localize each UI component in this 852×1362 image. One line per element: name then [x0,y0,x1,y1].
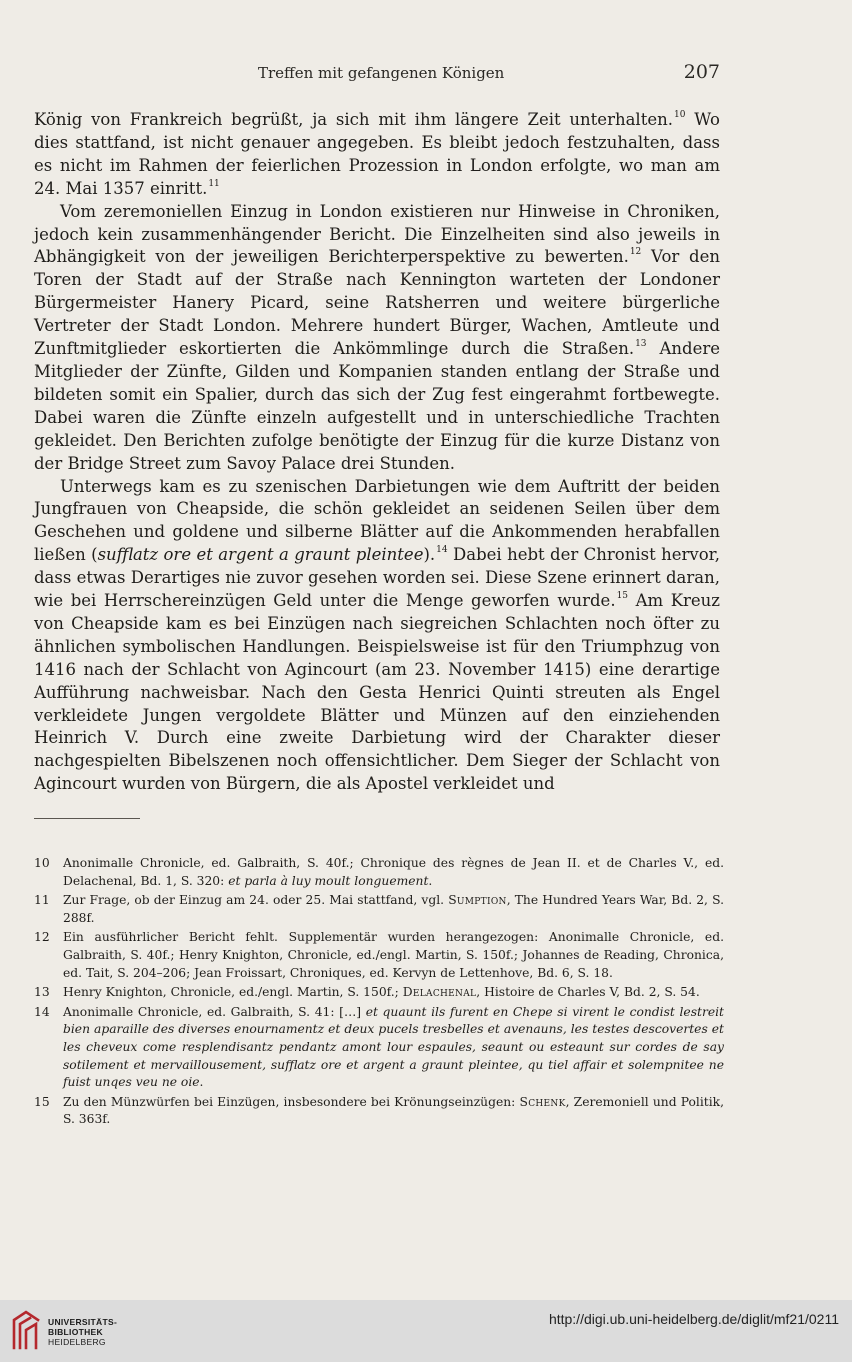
footnote-ref-14[interactable]: 14 [436,545,448,556]
footnote-ref-15[interactable]: 15 [616,591,629,602]
text-run: Wo dies stattfand, ist nicht genauer angegeben. Es bleibt jedoch festzuhalten, dass es nicht im Rahmen der feierlichen Prozession in London erfolgte, wo man am 24. Mai 1357 einritt. [34,110,720,198]
text-run: ). [423,545,436,565]
paragraph-2 [34,201,720,476]
text-run: Vor den Toren der Stadt auf der Straße nach Kennington warteten der Londoner Bürgermeister Hanery Picard, seine Ratsherren und weitere bürgerliche Vertreter der Stadt London. Mehrere hundert Bürger, Wachen, Amtleute und Zunftmitglieder eskortierten die Ankömmlinge durch die Straßen. [34,247,721,359]
text-run: Andere Mitglieder der Zünfte, Gilden und Kompanien standen entlang der Straße und bildeten somit ein Spalier, durch das sich der Zug fest eingerahmt fortbewegte. Dabei waren die Zünfte einzeln aufgestellt und in unterschiedliche Trachten gekleidet. Den Berichten zufolge benötigte der Einzug für die kurze Distanz von der Bridge Street zum Savoy Palace drei Stunden. [34,339,720,473]
footnote-ref-10[interactable]: 10 [673,110,686,120]
footnote-ref-13[interactable]: 13 [635,339,647,350]
footnote-number: 11 [34,893,50,908]
italic-quote: sufflatz ore et argent a graunt pleintee [97,545,424,565]
author-name: Schenk [519,1094,566,1109]
footnote-10 [34,855,724,890]
text-run: Anonimalle Chronicle, ed. Galbraith, S. 40f.; Chronique des règnes de Jean II. et de Charles V., ed. Delachenal, Bd. 1, S. 320: [63,856,724,888]
text-run: Henry Knighton, Chronicle, ed./engl. Martin, S. 150f.; [63,985,403,1000]
text-run: , Zeremoniell und Politik, S. 363f. [63,1094,724,1127]
footnote-13 [34,984,724,1002]
logo-line: HEIDELBERG [48,1337,106,1347]
page-number: 207 [683,61,720,83]
footnote-number: 14 [34,1004,50,1019]
text-run: Anonimalle Chronicle, ed. Galbraith, S. 41: […] [63,1004,366,1019]
footnote-number: 15 [34,1094,50,1109]
author-name: Sumption [448,893,507,908]
footnote-number: 10 [34,856,50,870]
footnote-text [63,892,724,927]
footnote-separator [34,818,140,819]
running-title: Treffen mit gefangenen Königen [258,64,505,82]
text-run: Zu den Münzwürfen bei Einzügen, insbesondere bei Krönungseinzügen: [63,1094,520,1109]
footnote-15 [34,1094,724,1129]
text-run: . [428,873,433,888]
footnote-number: 13 [34,985,50,1000]
text-run: Unterwegs kam es zu szenischen Darbietungen wie dem Auftritt der beiden Jungfrauen von Cheapside, die schön gekleidet an seidenen Seilen über dem Geschehen und goldene und silberne Blätter auf die Ankommenden herabfallen ließen ( [34,476,720,565]
footnote-14 [34,1004,724,1092]
text-run: Zur Frage, ob der Einzug am 24. oder 25. Mai stattfand, vgl. [63,893,449,908]
text-run: , The Hundred Years War, Bd. 2, S. 288f. [63,893,724,925]
running-head [0,61,852,86]
footnote-11 [34,892,724,927]
italic-quote: et quaunt ils furent en Chepe si virent le condist lestreit bien aparaille des diverses enournamentz et deux pucels tresbelles et avenauns, les testes descovertes et les cheveux come resplendisantz pendantz amont lour espaules, seaunt ou esteaunt sur cordes de say sotilement et mervaillousement, sufflatz ore et argent a graunt pleintee, qu tiel affair et solempnitee ne fuist unqes veu ne oie [63,1004,724,1090]
logo-line: BIBLIOTHEK [48,1327,103,1337]
library-logo-text [48,1317,117,1347]
text-run: Dabei hebt der Chronist hervor, dass etwas Derartiges nie zuvor gesehen worden sei. Diese Szene erinnert daran, wie bei Herrschereinzügen Geld unter die Menge geworfen wurde. [34,545,720,611]
footnote-number: 12 [34,930,50,945]
footnote-text: Ein ausführlicher Bericht fehlt. Supplementär wurden herangezogen: Anonimalle Chronicle, ed. Galbraith, S. 40f.; Henry Knighton, Chronicle, ed./engl. Martin, S. 150f.; Johannes de Reading, Chronica, ed. Tait, S. 204–206; Jean Froissart, Chroniques, ed. Kervyn de Lettenhove, Bd. 6, S. 18. [63,930,724,980]
library-logo-icon[interactable] [8,1308,44,1354]
footnote-text [63,1094,724,1129]
footnotes [34,855,724,1131]
viewer-footer [0,1300,852,1362]
logo-line: UNIVERSITÄTS- [48,1317,118,1327]
footnote-text [63,984,724,1002]
footnote-ref-11[interactable]: 11 [208,178,220,189]
author-name: Delachenal [402,985,477,1000]
text-run: , Histoire de Charles V, Bd. 2, S. 54. [476,985,700,1000]
footnote-text [63,855,724,890]
paragraph-1 [34,109,720,201]
text-run: . [199,1075,204,1090]
footnote-ref-12[interactable]: 12 [629,247,642,258]
footnote-12 [34,929,724,982]
main-text [34,109,720,796]
paragraph-3 [34,476,720,797]
italic-quote: et parla à luy moult longuement [228,873,429,888]
text-run: König von Frankreich begrüßt, ja sich mit ihm längere Zeit unterhalten. [34,110,673,129]
footnote-text [63,1004,724,1092]
text-run: Am Kreuz von Cheapside kam es bei Einzügen nach siegreichen Schlachten noch öfter zu ähnlichen symbolischen Handlungen. Beispielsweise ist für den Triumphzug von 1416 nach der Schlacht von Agincourt (am 23. November 1415) eine derartige Aufführung nachweisbar. Nach den Gesta Henrici Quinti streuten als Engel verkleidete Jungen vergoldete Blätter und Münzen auf den einziehenden Heinrich V. Durch eine zweite Darbietung wird der Charakter dieser nachgespielten Bibelszenen noch offensichtlicher. Dem Sieger der Schlacht von Agincourt wurden von Bürgern, die als Apostel verkleidet und [34,591,720,794]
text-run: Vom zeremoniellen Einzug in London existieren nur Hinweise in Chroniken, jedoch kein zusammenhängender Bericht. Die Einzelheiten sind also jeweils in Abhängigkeit von der jeweiligen Berichterperspektive zu bewerten. [34,201,720,267]
permalink[interactable]: http://digi.ub.uni-heidelberg.de/diglit/mf21/0211 [548,1311,839,1327]
